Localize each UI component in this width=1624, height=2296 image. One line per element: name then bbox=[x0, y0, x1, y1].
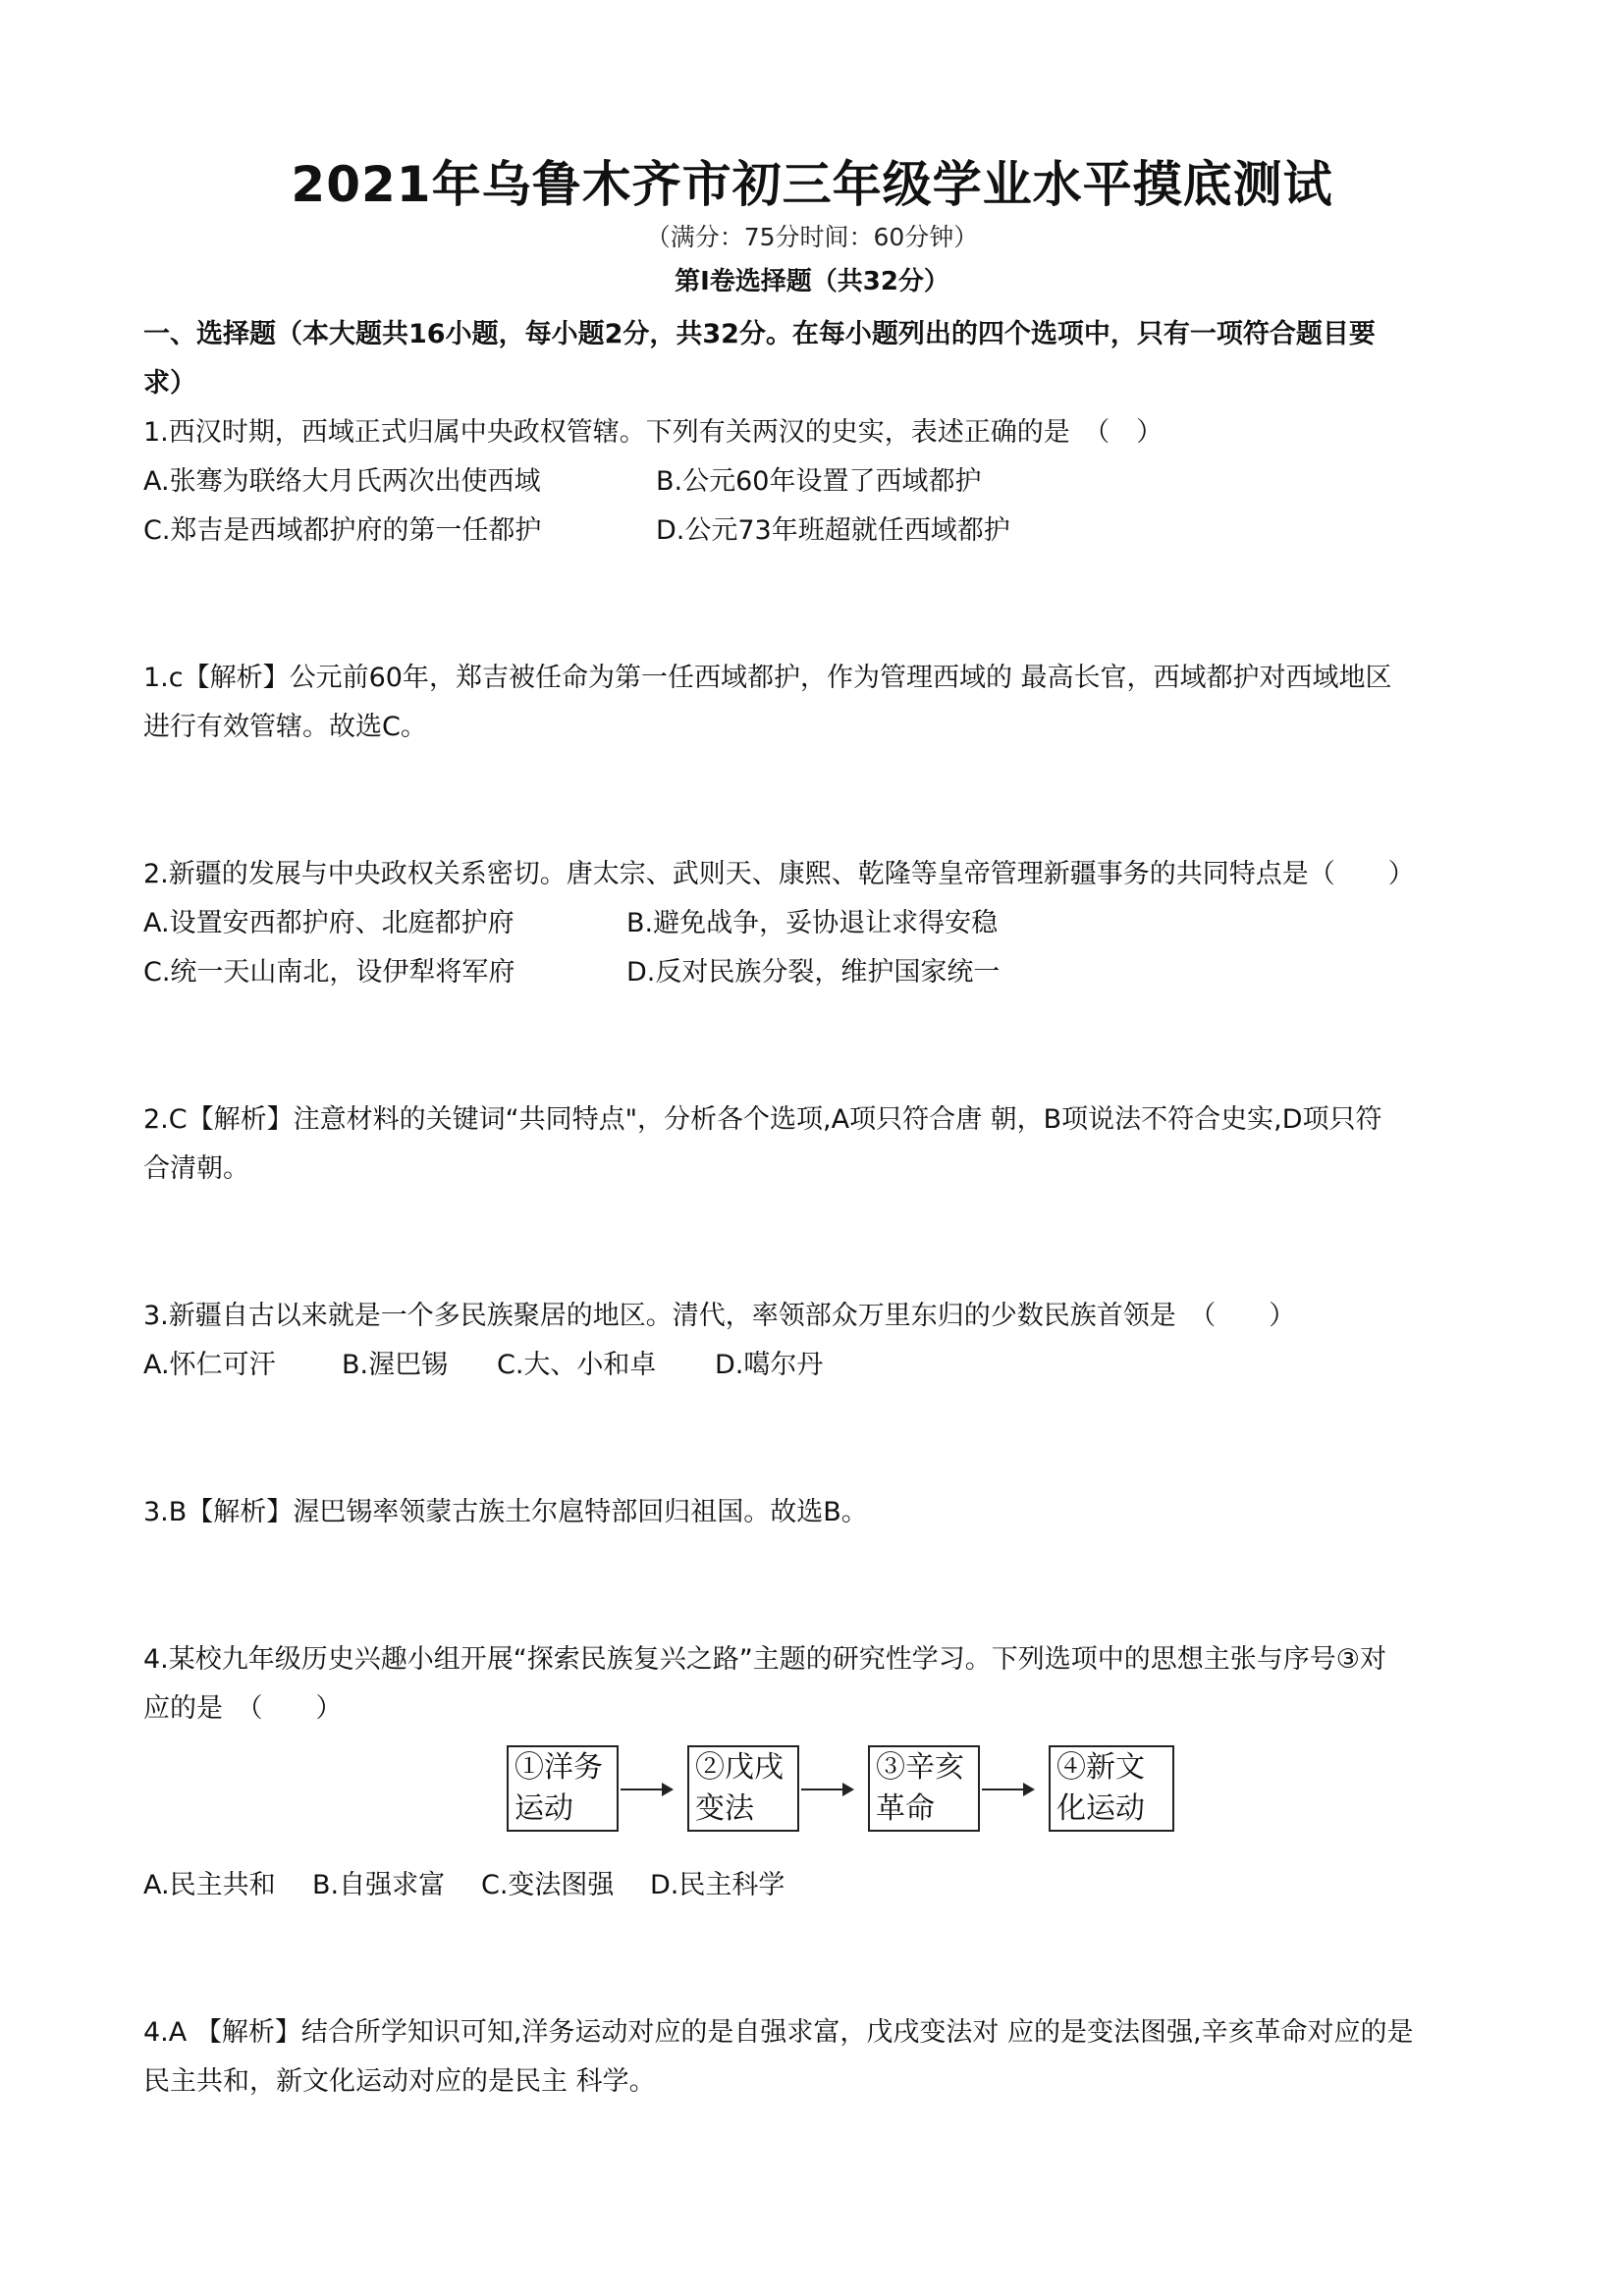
q2-option-c: C.统一天山南北，设伊犁将军府 bbox=[143, 957, 515, 988]
flow-box-1 bbox=[507, 1745, 619, 1832]
q3-option-d: D.噶尔丹 bbox=[715, 1350, 824, 1380]
instructions-line-1: 一、选择题（本大题共16小题，每小题2分，共32分。在每小题列出的四个选项中，只有一项符合题目要 bbox=[143, 319, 1376, 349]
q4-option-a: A.民主共和 bbox=[143, 1870, 276, 1900]
q3-answer-line-1: 3.B【解析】渥巴锡率领蒙古族土尔扈特部回归祖国。故选B。 bbox=[143, 1497, 868, 1527]
exam-meta: （满分：75分时间：60分钟） bbox=[645, 223, 979, 251]
q2-stem: 2.新疆的发展与中央政权关系密切。唐太宗、武则天、康熙、乾隆等皇帝管理新疆事务的共同特点是（ ） bbox=[143, 859, 1415, 889]
q2-option-a: A.设置安西都护府、北庭都护府 bbox=[143, 908, 514, 938]
q3-option-b: B.渥巴锡 bbox=[342, 1350, 449, 1380]
flow-box-3-line-1: ③辛亥 bbox=[876, 1750, 964, 1785]
flow-box-4-line-2: 化运动 bbox=[1056, 1791, 1145, 1826]
q4-answer-line-2: 民主共和，新文化运动对应的是民主 科学。 bbox=[143, 2066, 656, 2097]
q2-option-b: B.避免战争，妥协退让求得安稳 bbox=[626, 908, 999, 938]
q4-option-c: C.变法图强 bbox=[481, 1870, 615, 1900]
flow-box-3-line-2: 革命 bbox=[876, 1791, 935, 1826]
flow-box-3 bbox=[868, 1745, 980, 1832]
flow-box-2-line-2: 变法 bbox=[695, 1791, 754, 1826]
q2-answer-line-2: 合清朝。 bbox=[143, 1153, 249, 1184]
flow-box-1-line-1: ①洋务 bbox=[514, 1750, 603, 1785]
q2-answer-line-1: 2.C【解析】注意材料的关键词“共同特点"，分析各个选项,A项只符合唐 朝，B项说法不符合史实,D项只符 bbox=[143, 1104, 1382, 1135]
section-title: 第I卷选择题（共32分） bbox=[675, 267, 949, 296]
q1-option-d: D.公元73年班超就任西域都护 bbox=[656, 515, 1010, 546]
flow-box-4-line-1: ④新文 bbox=[1056, 1750, 1145, 1785]
q1-option-c: C.郑吉是西域都护府的第一任都护 bbox=[143, 515, 542, 546]
q4-stem-line-2: 应的是 （ ） bbox=[143, 1693, 343, 1724]
q2-option-d: D.反对民族分裂，维护国家统一 bbox=[626, 957, 1001, 988]
q3-stem: 3.新疆自古以来就是一个多民族聚居的地区。清代，率领部众万里东归的少数民族首领是 （ ） bbox=[143, 1301, 1296, 1331]
q3-option-c: C.大、小和卓 bbox=[497, 1350, 657, 1380]
instructions-line-2: 求） bbox=[143, 368, 196, 399]
flow-box-1-line-2: 运动 bbox=[514, 1791, 573, 1826]
q4-option-d: D.民主科学 bbox=[650, 1870, 785, 1900]
flow-arrow-2 bbox=[801, 1789, 852, 1790]
flow-box-4 bbox=[1049, 1745, 1174, 1832]
q4-option-b: B.自强求富 bbox=[312, 1870, 446, 1900]
q4-answer-line-1: 4.A 【解析】结合所学知识可知,洋务运动对应的是自强求富，戊戌变法对 应的是变法图强,辛亥革命对应的是 bbox=[143, 2017, 1414, 2048]
flow-arrow-3 bbox=[982, 1789, 1033, 1790]
q1-stem: 1.西汉时期，西域正式归属中央政权管辖。下列有关两汉的史实，表述正确的是 （ ） bbox=[143, 417, 1164, 448]
flow-arrow-1 bbox=[621, 1789, 672, 1790]
q4-flow-diagram bbox=[507, 1745, 1176, 1836]
q1-option-b: B.公元60年设置了西域都护 bbox=[656, 466, 982, 497]
q1-option-a: A.张骞为联络大月氏两次出使西域 bbox=[143, 466, 541, 497]
flow-box-2 bbox=[687, 1745, 799, 1832]
q4-stem-line-1: 4.某校九年级历史兴趣小组开展“探索民族复兴之路”主题的研究性学习。下列选项中的思想主张与序号③对 bbox=[143, 1644, 1386, 1675]
q3-option-a: A.怀仁可汗 bbox=[143, 1350, 276, 1380]
q1-answer-line-1: 1.c【解析】公元前60年，郑吉被任命为第一任西域都护，作为管理西域的 最高长官，西域都护对西域地区 bbox=[143, 663, 1392, 693]
q1-answer-line-2: 进行有效管辖。故选C。 bbox=[143, 712, 427, 742]
flow-box-2-line-1: ②戊戌 bbox=[695, 1750, 784, 1785]
page-title: 2021年乌鲁木齐市初三年级学业水平摸底测试 bbox=[291, 156, 1333, 213]
